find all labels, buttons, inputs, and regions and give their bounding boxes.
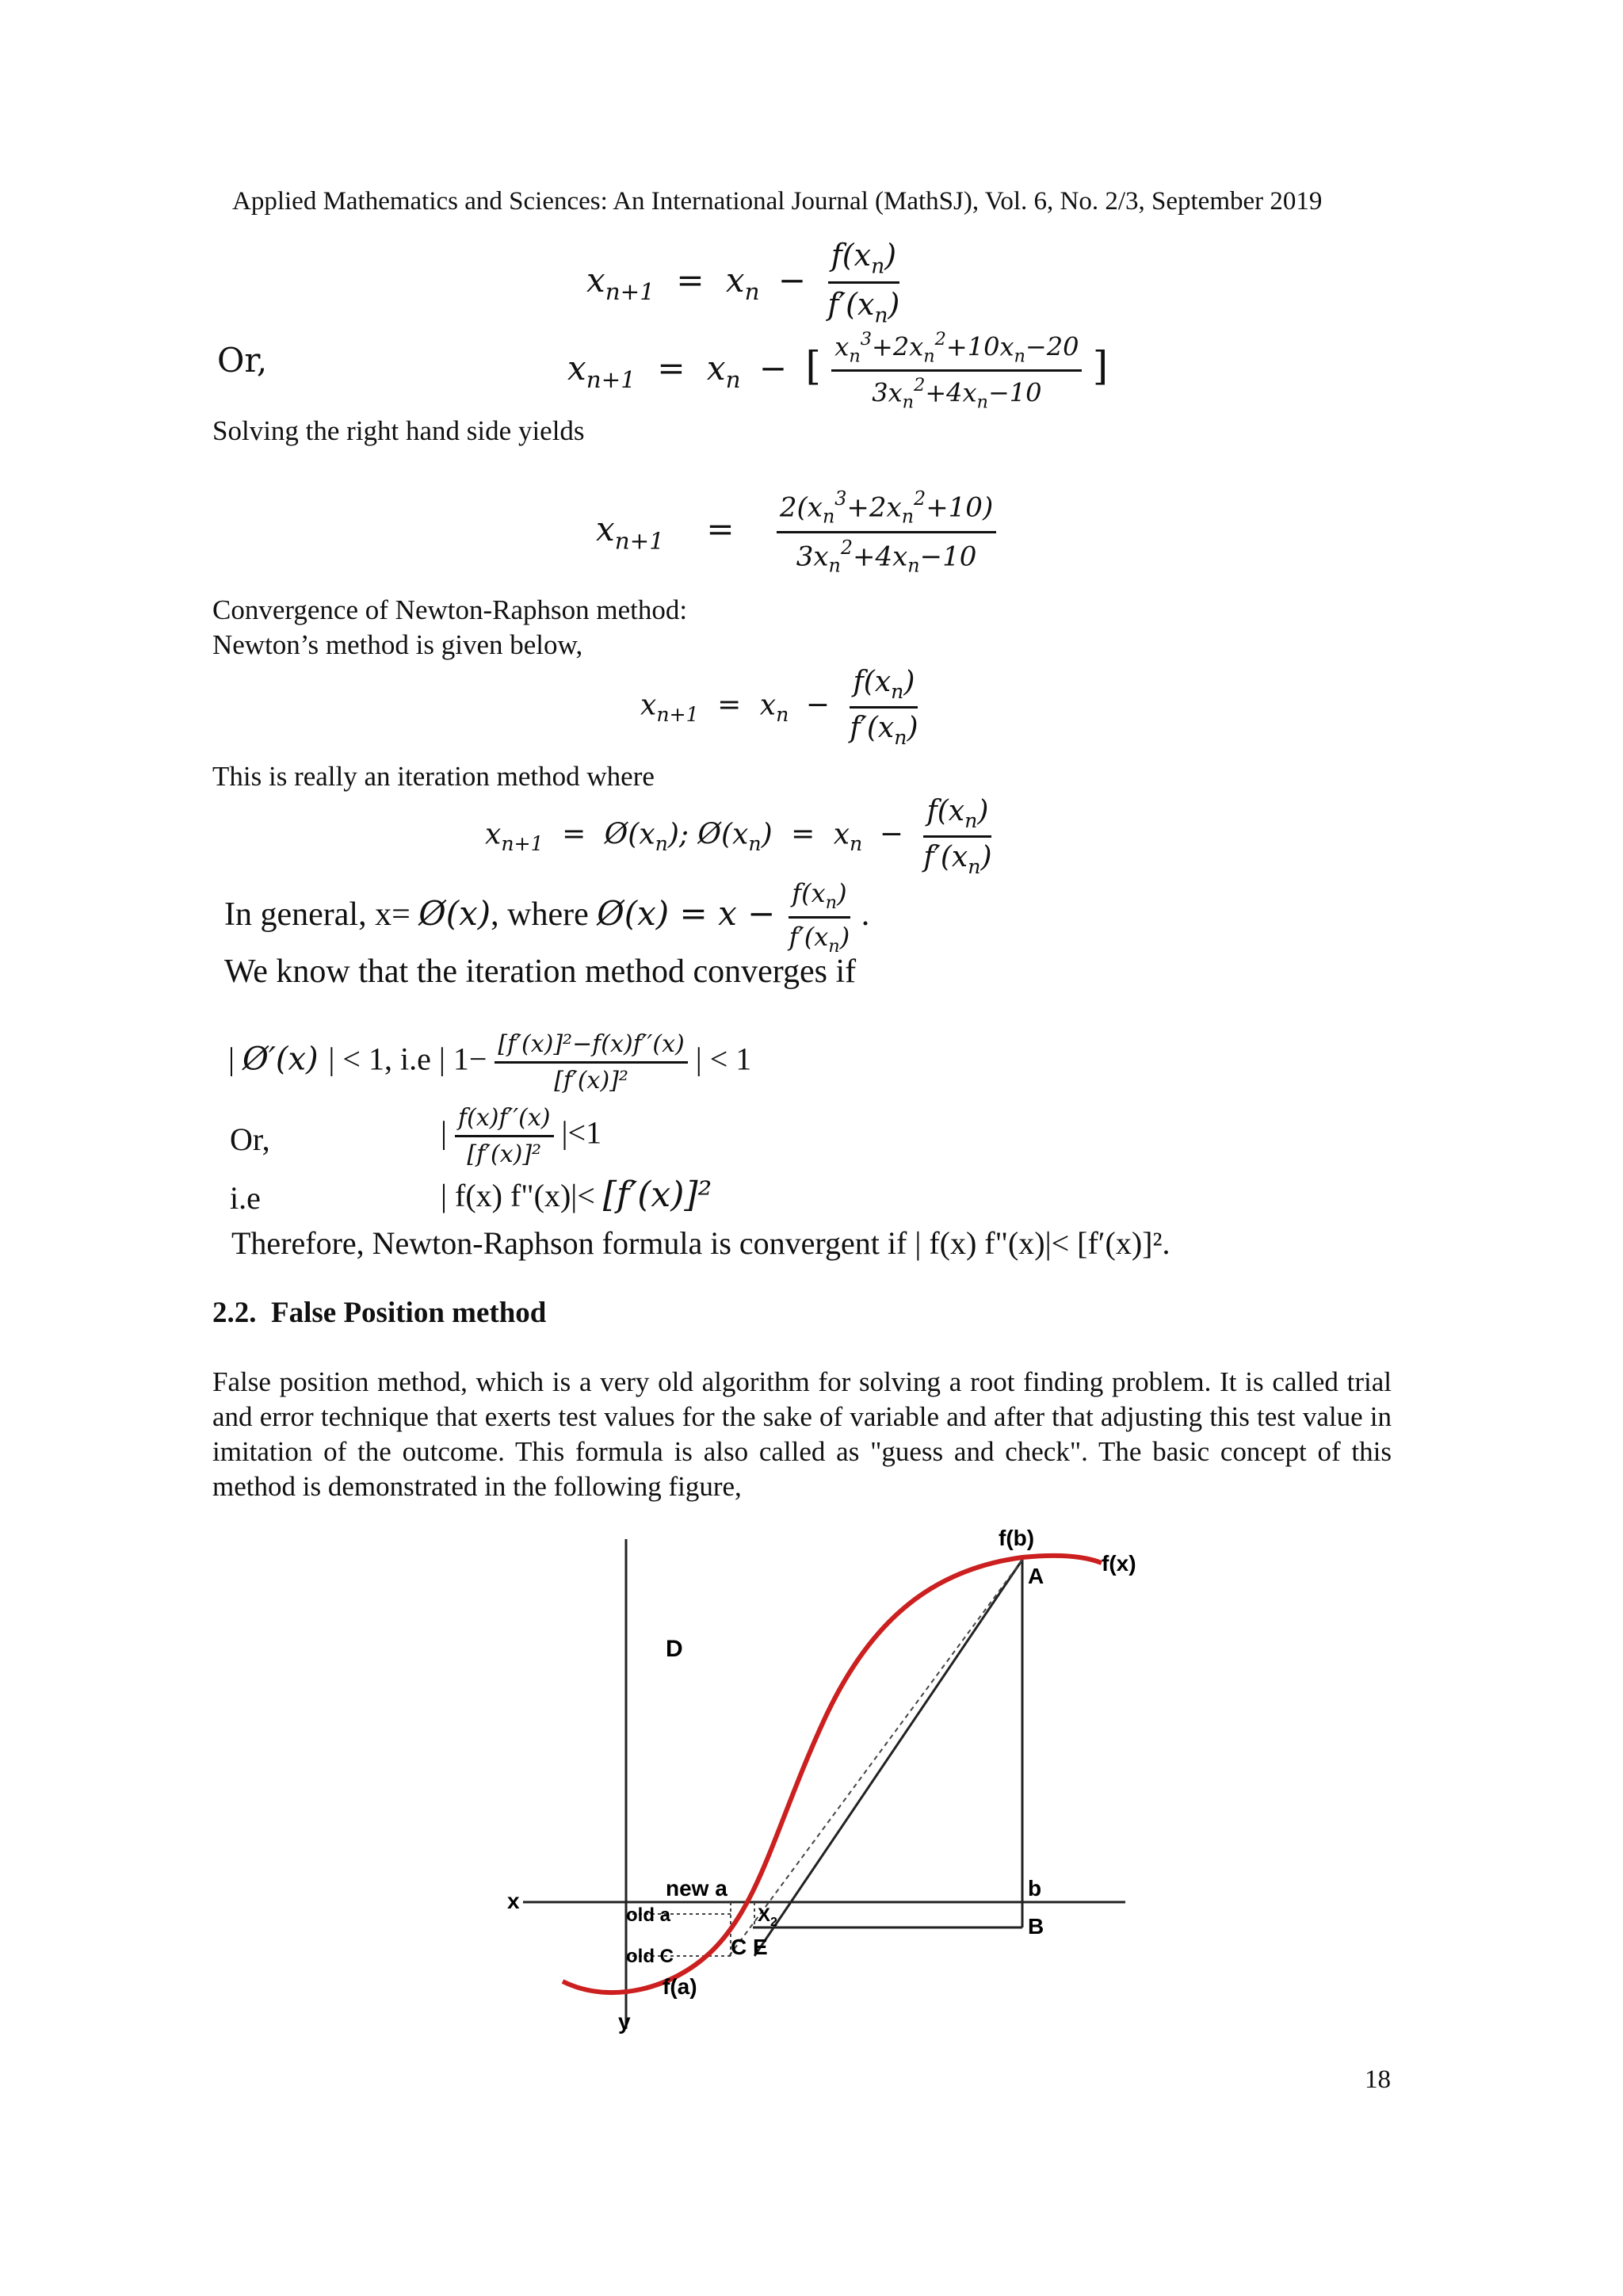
secant-line-solid <box>754 1560 1022 1956</box>
x2-label: $X_2$ <box>758 1904 777 1929</box>
fa-label: f(a) <box>663 1974 697 1999</box>
convergence-condition-2: | $\frac{f(x)f''(x)}{\text{[f′(x)]²}}$ |<1 <box>441 1104 602 1168</box>
in-general-line: In general, x= Ø(x), where Ø(x) = x − $\frac{f(x_n)}{f'(x_n)}$ . <box>224 878 870 957</box>
y-axis-label: y <box>618 2009 631 2034</box>
therefore-line: Therefore, Newton-Raphson formula is convergent if | f(x) f"(x)|< [f′(x)]². <box>231 1225 1170 1261</box>
or-label-1: Or, <box>217 341 268 380</box>
we-know-text: We know that the iteration method converges if <box>224 953 857 990</box>
convergence-condition-1: | Ø′(x) | < 1, i.e | 1− $\frac{\text{[f′(x)]²−f(x)f′′(x)}}{\text{[f′(x)]²}}$ | < 1 <box>228 1030 752 1095</box>
ie-label: i.e <box>230 1180 261 1216</box>
newton-formula-1: $x_{n+1} = x_n$ − $\frac{f(x_n)}{f'(x_n)}$ <box>586 238 900 328</box>
page-number: 18 <box>1365 2065 1391 2094</box>
or-label-2: Or, <box>230 1121 270 1157</box>
x-axis-label: x <box>507 1889 520 1913</box>
new-a-label: new a <box>666 1876 727 1901</box>
false-position-figure <box>475 1522 1189 2053</box>
point-b-label: B <box>1028 1914 1044 1939</box>
newton-formula-expanded: $x_{n+1} = x_n$ − [ $\frac{x_n^3+2x_n^2+10x_n-20}{3x_n^2+4x_n-10}$ ] <box>567 329 1109 413</box>
region-d-label: D <box>666 1636 683 1662</box>
iteration-text: This is really an iteration method where <box>212 761 655 792</box>
newton-formula-2: $x_{n+1} = x_n$ − $\frac{f(x_n)}{f'(x_n)}$ <box>640 666 918 749</box>
section-paragraph: False position method, which is a very old algorithm for solving a root finding problem. It is called trial and error technique that exerts test values for the sake of variable and after that adjusting this test value in imitation of the outcome. This formula is also called as "guess and check". The basic concept of this method is demonstrated in the following figure, <box>212 1366 1392 1502</box>
fx-label: f(x) <box>1102 1551 1136 1576</box>
b-label: b <box>1028 1876 1042 1901</box>
secant-line-dashed <box>729 1560 1022 1956</box>
iteration-formula: $x_{n+1}$ = $Ø(x_n)$; $Ø(x_n) = x_n$ − $\frac{f(x_n)}{f'(x_n)}$ <box>485 795 992 878</box>
newtons-method-text: Newton’s method is given below, <box>212 629 583 660</box>
convergence-heading-text: Convergence of Newton-Raphson method: <box>212 594 688 625</box>
solving-text: Solving the right hand side yields <box>212 415 585 446</box>
point-a-label: A <box>1028 1564 1044 1588</box>
running-header: Applied Mathematics and Sciences: An International Journal (MathSJ), Vol. 6, No. 2/3, September 2019 <box>232 187 1323 216</box>
section-heading: 2.2. False Position method <box>212 1297 547 1329</box>
fb-label: f(b) <box>999 1526 1035 1550</box>
ie-expression: | f(x) f"(x)|< [f′(x)]² <box>441 1175 712 1215</box>
newton-result-formula: $x_{n+1}$ = $\frac{2(x_n^3+2x_n^2+10)}{3x_n^2+4x_n-10}$ <box>596 487 996 576</box>
old-a-label: old a <box>626 1904 671 1926</box>
ce-label: C E <box>731 1935 768 1959</box>
old-c-label: old C <box>626 1946 674 1967</box>
